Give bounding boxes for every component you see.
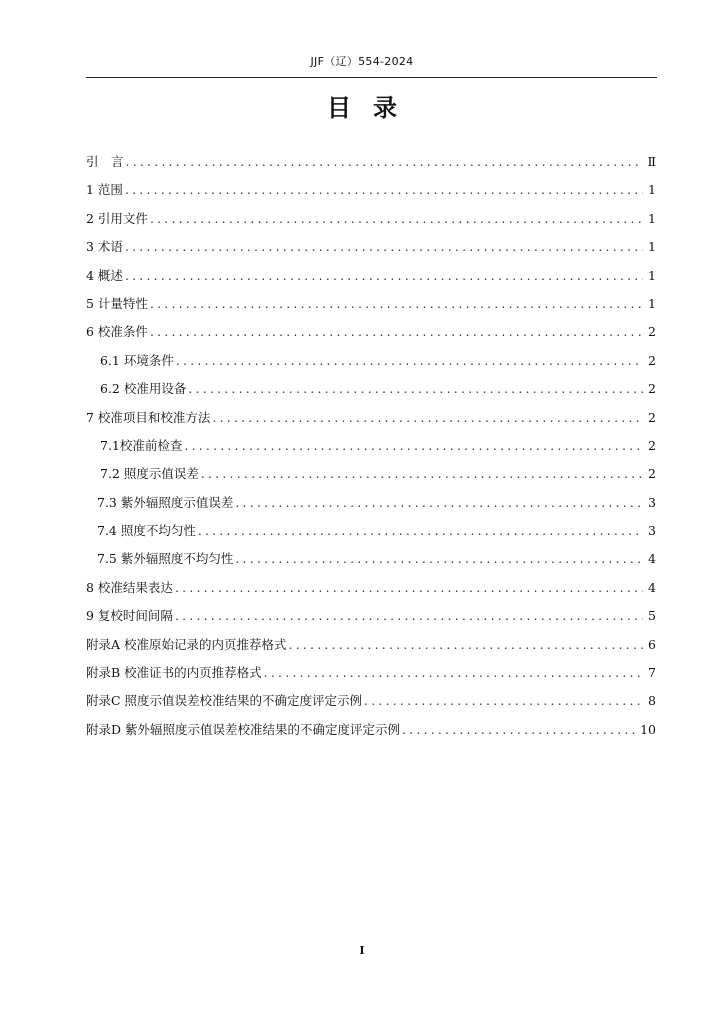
toc-entry[interactable] <box>86 631 656 659</box>
toc-leader-dots <box>235 489 643 517</box>
page-title: 目录 <box>327 94 419 122</box>
toc-entry-page: 3 <box>648 523 656 539</box>
toc-entry-page: 2 <box>648 381 656 397</box>
toc-entry-page: 8 <box>648 693 656 709</box>
toc-entry-page: 1 <box>648 182 656 198</box>
toc-entry[interactable] <box>86 716 656 744</box>
toc-leader-dots <box>201 460 643 488</box>
toc-entry-page: 2 <box>648 437 656 453</box>
toc-entry-label: 3 术语 <box>86 239 123 255</box>
toc-leader-dots <box>175 574 643 602</box>
toc-subentry[interactable] <box>86 375 656 403</box>
header-rule <box>86 77 657 78</box>
toc-entry-label: 6.2 校准用设备 <box>100 381 187 397</box>
toc-entry-page: 1 <box>648 239 656 255</box>
toc-entry-page: 1 <box>648 210 656 226</box>
toc-entry-page: 2 <box>648 324 656 340</box>
toc-leader-dots <box>150 205 643 233</box>
toc-subentry[interactable] <box>86 460 656 488</box>
toc-entry-label: 2 引用文件 <box>86 210 148 226</box>
toc-entry[interactable] <box>86 233 656 261</box>
document-code-header: JJF（辽）554-2024 <box>310 55 414 68</box>
toc-leader-dots <box>188 375 643 403</box>
toc-leader-dots <box>125 233 643 261</box>
toc-entry[interactable] <box>86 148 656 176</box>
toc-leader-dots <box>235 545 643 573</box>
toc-entry[interactable] <box>86 687 656 715</box>
toc-entry-page: 7 <box>648 665 656 681</box>
toc-leader-dots <box>198 517 643 545</box>
toc-entry-page: 4 <box>648 579 656 595</box>
toc-entry-page: 3 <box>648 494 656 510</box>
toc-entry-label: 附录B 校准证书的内页推荐格式 <box>86 665 262 681</box>
toc-subentry[interactable] <box>86 489 656 517</box>
toc-entry-label: 4 概述 <box>86 267 123 283</box>
toc-entry-page: 10 <box>640 721 656 737</box>
toc-entry-page: 2 <box>648 466 656 482</box>
toc-leader-dots <box>402 716 637 744</box>
toc-leader-dots <box>176 347 643 375</box>
toc-entry-label: 7.1校准前检查 <box>100 437 183 453</box>
toc-entry[interactable] <box>86 262 656 290</box>
toc-entry-page: 4 <box>648 551 656 567</box>
toc-leader-dots <box>289 631 643 659</box>
toc-entry-label: 7.5 紫外辐照度不均匀性 <box>97 551 234 567</box>
toc-entry-page: Ⅱ <box>647 154 656 169</box>
toc-entry-label: 6.1 环境条件 <box>100 352 174 368</box>
toc-subentry[interactable] <box>86 347 656 375</box>
toc-leader-dots <box>264 659 643 687</box>
toc-leader-dots <box>364 687 643 715</box>
toc-entry-label: 5 计量特性 <box>86 295 148 311</box>
toc-entry-page: 1 <box>648 267 656 283</box>
toc-entry-page: 5 <box>648 608 656 624</box>
toc-leader-dots <box>125 262 643 290</box>
toc-entry-label: 7.3 紫外辐照度示值误差 <box>97 494 234 510</box>
toc-entry-label: 1 范围 <box>86 182 123 198</box>
toc-entry[interactable] <box>86 659 656 687</box>
toc-entry-label: 7 校准项目和校准方法 <box>86 409 211 425</box>
toc-entry-label: 附录A 校准原始记录的内页推荐格式 <box>86 636 287 652</box>
toc-leader-dots <box>184 432 643 460</box>
toc-entry[interactable] <box>86 290 656 318</box>
toc-subentry[interactable] <box>86 432 656 460</box>
toc-leader-dots <box>150 318 643 346</box>
toc-entry-page: 2 <box>648 352 656 368</box>
toc-leader-dots <box>126 148 643 176</box>
toc-entry-page: 2 <box>648 409 656 425</box>
toc-entry-page: 6 <box>648 636 656 652</box>
toc-subentry[interactable] <box>86 545 656 573</box>
toc-leader-dots <box>150 290 643 318</box>
toc-entry[interactable] <box>86 176 656 204</box>
toc-entry-label: 9 复校时间间隔 <box>86 608 173 624</box>
toc-entry[interactable] <box>86 318 656 346</box>
toc-leader-dots <box>125 176 643 204</box>
toc-entry-label: 7.4 照度不均匀性 <box>97 523 196 539</box>
toc-leader-dots <box>212 404 643 432</box>
toc-entry[interactable] <box>86 205 656 233</box>
toc-entry[interactable] <box>86 574 656 602</box>
toc-entry-label: 附录D 紫外辐照度示值误差校准结果的不确定度评定示例 <box>86 721 400 737</box>
toc-leader-dots <box>175 602 643 630</box>
table-of-contents <box>86 148 656 744</box>
toc-entry-page: 1 <box>648 295 656 311</box>
page-number: I <box>359 944 365 957</box>
toc-entry-label: 6 校准条件 <box>86 324 148 340</box>
toc-entry[interactable] <box>86 404 656 432</box>
toc-entry-label: 8 校准结果表达 <box>86 579 173 595</box>
toc-subentry[interactable] <box>86 517 656 545</box>
toc-entry-label: 7.2 照度示值误差 <box>100 466 199 482</box>
toc-entry-label: 附录C 照度示值误差校准结果的不确定度评定示例 <box>86 693 363 709</box>
toc-entry-label: 引 言 <box>86 154 124 169</box>
toc-entry[interactable] <box>86 602 656 630</box>
